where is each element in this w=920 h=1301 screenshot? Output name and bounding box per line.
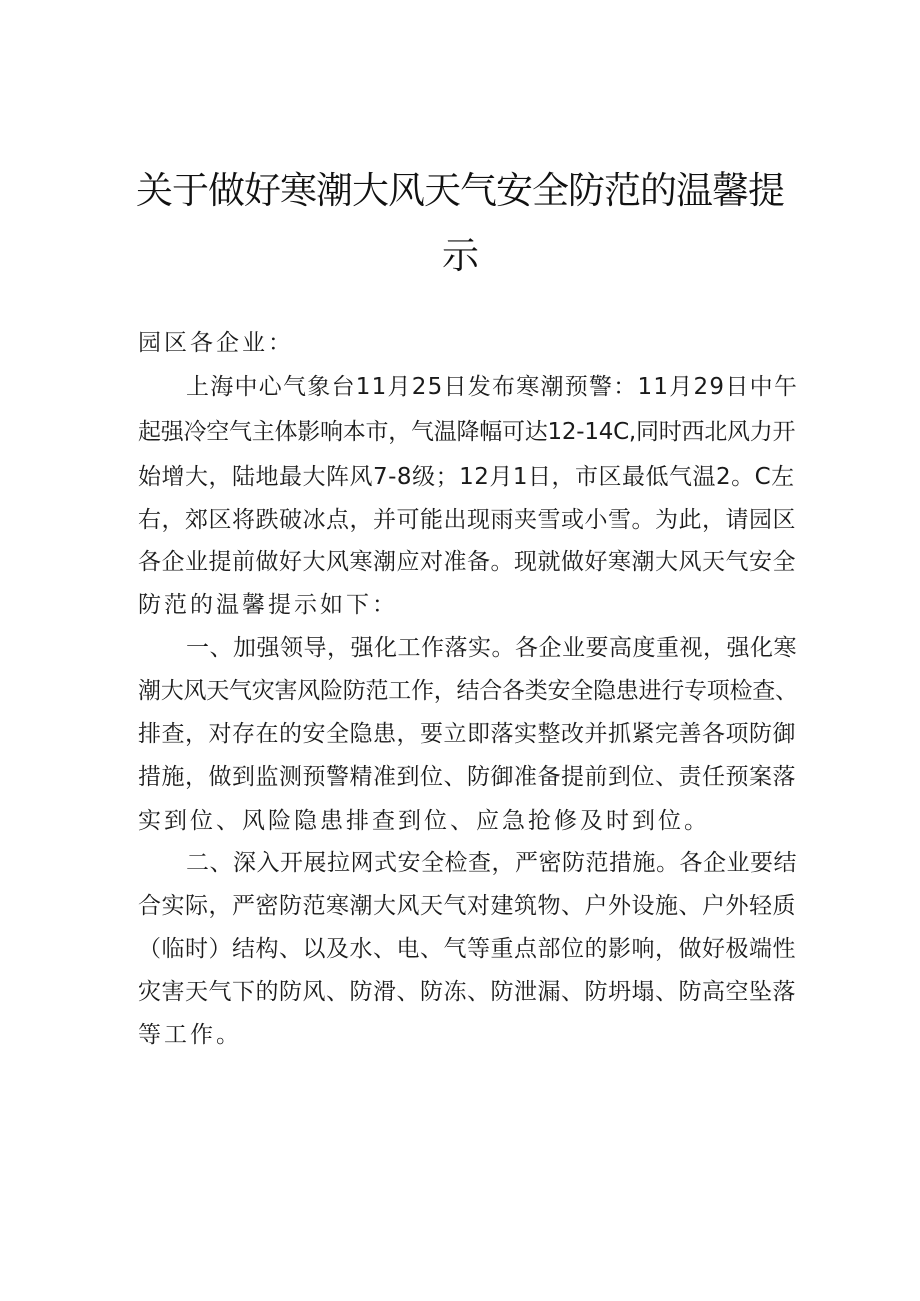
- paragraph-3-line-1: 二、深入开展拉网式安全检查，严密防范措施。各企业要结: [186, 850, 797, 876]
- paragraph-3-line-2: 合实际，严密防范寒潮大风天气对建筑物、户外设施、户外轻质: [138, 893, 796, 919]
- paragraph-1-line-4: 右，郊区将跌破冰点，并可能出现雨夹雪或小雪。为此，请园区: [138, 507, 796, 533]
- paragraph-1-line-6: 防范的温馨提示如下：: [138, 592, 398, 618]
- salutation: 园区各企业：: [138, 330, 294, 356]
- paragraph-1-line-3: 始增大，陆地最大阵风7-8级；12月1日，市区最低气温2。C左: [138, 464, 795, 490]
- paragraph-3-line-3: （临时）结构、以及水、电、气等重点部位的影响，做好极端性: [138, 936, 796, 962]
- paragraph-2-line-2: 潮大风天气灾害风险防范工作，结合各类安全隐患进行专项检查、: [138, 678, 798, 704]
- paragraph-1-line-2: 起强冷空气主体影响本市，气温降幅可达12-14C,同时西北风力开: [138, 419, 796, 445]
- paragraph-2-line-1: 一、加强领导，强化工作落实。各企业要高度重视，强化寒: [186, 635, 797, 661]
- paragraph-3-line-4: 灾害天气下的防风、防滑、防冻、防泄漏、防坍塌、防高空坠落: [138, 979, 796, 1005]
- paragraph-1-line-5: 各企业提前做好大风寒潮应对准备。现就做好寒潮大风天气安全: [138, 549, 796, 575]
- paragraph-2-line-4: 措施，做到监测预警精准到位、防御准备提前到位、责任预案落: [138, 764, 796, 790]
- document-title-line-1: 关于做好寒潮大风天气安全防范的温馨提: [136, 169, 784, 212]
- paragraph-2-line-3: 排查，对存在的安全隐患，要立即落实整改并抓紧完善各项防御: [138, 721, 796, 747]
- paragraph-1-line-1: 上海中心气象台11月25日发布寒潮预警：11月29日中午: [186, 374, 799, 400]
- paragraph-2-line-5: 实到位、风险隐患排查到位、应急抢修及时到位。: [138, 808, 710, 834]
- paragraph-3-line-5: 等工作。: [138, 1022, 242, 1048]
- document-title-line-2: 示: [442, 234, 478, 277]
